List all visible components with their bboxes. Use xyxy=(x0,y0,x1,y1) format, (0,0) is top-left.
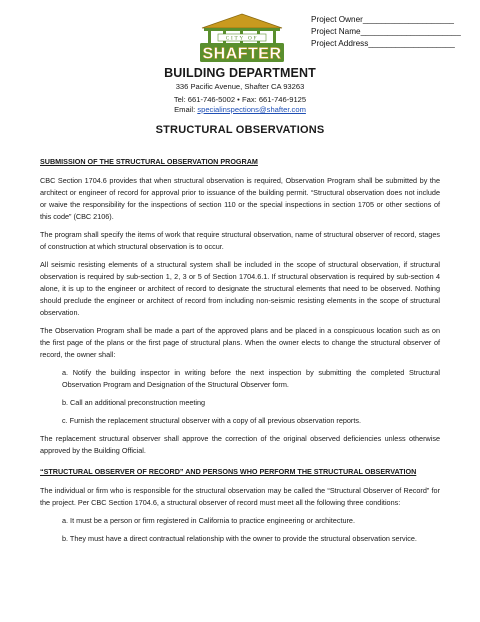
section2-item-b: b. They must have a direct contractual relationship with the owner to provide the structural observation service. xyxy=(62,534,417,543)
project-fields xyxy=(311,14,471,50)
section2-item-a: a. It must be a person or firm registered in California to practice engineering or architecture. xyxy=(62,516,355,525)
section1-paragraph-2: The program shall specify the items of work that require structural observation, name of structural observer of record, stages of construction at which structural observation is to occur. xyxy=(40,230,440,251)
email-link[interactable]: specialinspections@shafter.com xyxy=(197,105,306,114)
section1-heading: SUBMISSION OF THE STRUCTURAL OBSERVATION PROGRAM xyxy=(40,157,258,166)
section1-paragraph-3: All seismic resisting elements of a structural system shall be included in the scope of structural observation, if structural observation is required by sub-section 1, 2, 3 or 5 of Section 1704.6.1. If structural observation is required by sub-section 4 alone, it is up to the engineer or architect of record to designate the structural elements that need to be observed. Nothing should preclude the engineer or architect of record from including non-seismic resisting elements in the scope of structural observation. xyxy=(40,260,440,317)
city-of-shafter-logo xyxy=(196,12,288,64)
section1-paragraph-5: The replacement structural observer shall approve the correction of the original observed deficiencies unless otherwise approved by the Building Official. xyxy=(40,434,440,455)
section1-paragraph-1: CBC Section 1704.6 provides that when structural observation is required, Observation Program shall be submitted by the architect or engineer of record for approval prior to issuance of the building permit. “Structural observation does not include or waive the responsibility for the inspections of section 110 or the special inspections in section 1705 or other sections of this code” (CBC 2106). xyxy=(40,176,440,221)
section1-paragraph-4: The Observation Program shall be made a part of the approved plans and be placed in a conspicuous location such as on the first page of the plans or the first page of structural plans. When the owner elects to change the structural observer of record, the owner shall: xyxy=(40,326,440,359)
logo-main-text: SHAFTER xyxy=(202,45,282,63)
section1-item-b: b. Call an additional preconstruction meeting xyxy=(62,398,206,407)
project-name-field[interactable]: Project Name______________________ xyxy=(311,27,461,36)
project-address-field[interactable]: Project Address___________________ xyxy=(311,39,455,48)
document-body xyxy=(40,156,440,551)
department-phone-fax: Tel: 661-746-5002 • Fax: 661-746-9125 xyxy=(173,94,307,104)
department-address: 336 Pacific Avenue, Shafter CA 93263 xyxy=(175,82,305,91)
department-name: BUILDING DEPARTMENT xyxy=(164,66,316,80)
document-title: STRUCTURAL OBSERVATIONS xyxy=(155,124,325,136)
project-owner-field[interactable]: Project Owner____________________ xyxy=(311,15,454,24)
section1-item-c: c. Furnish the replacement structural observer with a copy of all previous observation reports. xyxy=(62,416,361,425)
section2-paragraph-1: The individual or firm who is responsible for the structural observation may be called the “Structural Observer of Record” for the project. Per CBC Section 1704.6, a structural observer of record must meet all the following three conditions: xyxy=(40,486,440,507)
section1-item-a: a. Notify the building inspector in writing before the next inspection by submitting the completed Structural Observation Program and Designation of the Structural Observer form. xyxy=(62,368,440,389)
department-header xyxy=(60,66,420,116)
logo-top-text: CITY OF xyxy=(225,35,259,42)
department-email-line xyxy=(60,105,420,116)
email-label: Email: xyxy=(174,105,198,114)
section2-heading: “STRUCTURAL OBSERVER OF RECORD” AND PERSONS WHO PERFORM THE STRUCTURAL OBSERVATION xyxy=(40,467,417,476)
